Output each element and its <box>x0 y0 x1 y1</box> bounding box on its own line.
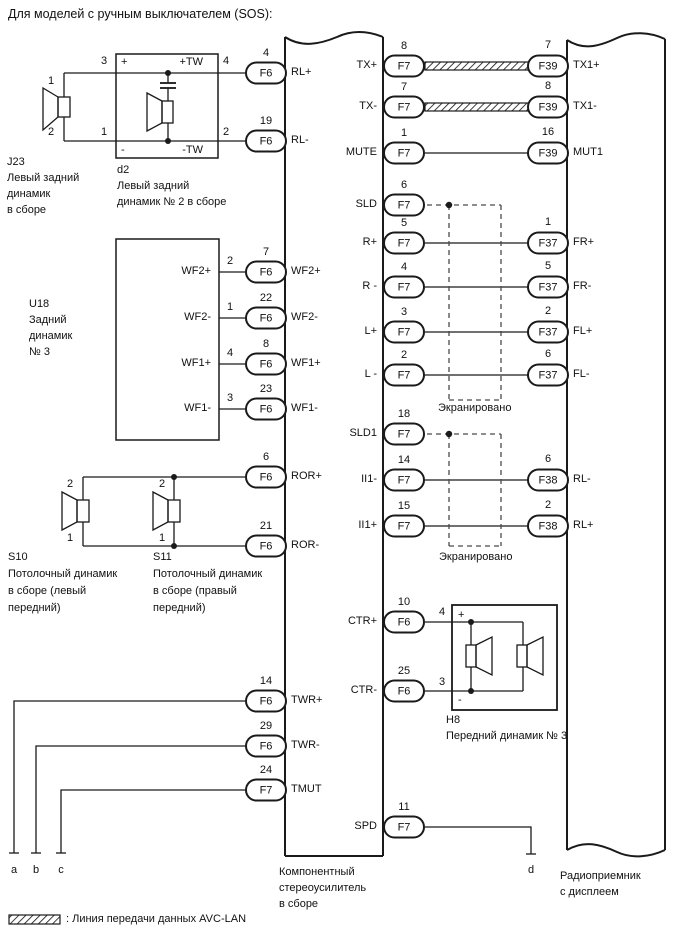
avc-lan-legend-swatch <box>9 915 60 924</box>
pin-number: 8 <box>400 40 408 52</box>
component-label: динамик <box>7 188 51 200</box>
component-label: в сборе (левый <box>8 585 87 597</box>
pin-number: 1 <box>400 127 408 139</box>
connector-oval: F7 <box>383 142 425 165</box>
connector-oval: F37 <box>527 364 569 387</box>
connector-oval: F6 <box>383 680 425 703</box>
amplifier-name: Компонентный <box>279 866 355 878</box>
pin-number: 6 <box>544 453 552 465</box>
signal-label: ROR+ <box>291 470 322 482</box>
pin-number: 5 <box>400 217 408 229</box>
ground-ref: c <box>58 864 64 876</box>
amplifier-name: стереоусилитель <box>279 882 367 894</box>
pin-number: 24 <box>259 764 273 776</box>
shield-note: Экранировано <box>438 402 512 414</box>
pin-number: 4 <box>222 55 230 67</box>
pin-number: 1 <box>544 216 552 228</box>
connector-oval: F6 <box>245 735 287 758</box>
connector-oval: F6 <box>245 690 287 713</box>
signal-label: MUTE <box>345 146 377 158</box>
connector-oval: F7 <box>383 515 425 538</box>
ground-ref: a <box>10 864 18 876</box>
port-label: WF2+ <box>181 265 211 277</box>
pin-number: 2 <box>226 255 234 267</box>
connector-oval: F6 <box>245 62 287 85</box>
pin-number: 25 <box>397 665 411 677</box>
pin-number: 15 <box>397 500 411 512</box>
connector-oval: F7 <box>383 232 425 255</box>
signal-label: MUT1 <box>573 146 603 158</box>
j23-speaker <box>43 73 245 141</box>
s10-s11-speakers <box>62 474 245 549</box>
pin-number: 2 <box>400 349 408 361</box>
pin-number: 22 <box>259 292 273 304</box>
pin-number: 4 <box>400 261 408 273</box>
connector-oval: F7 <box>383 55 425 78</box>
signal-label: WF1- <box>291 402 318 414</box>
signal-label: SLD1 <box>349 427 377 439</box>
amplifier-name: в сборе <box>279 898 319 910</box>
pin-number: 2 <box>544 305 552 317</box>
signal-label: ROR- <box>291 539 320 551</box>
component-label: передний) <box>8 602 61 614</box>
connector-oval: F6 <box>245 261 287 284</box>
connector-oval: F7 <box>383 423 425 446</box>
connector-oval: F7 <box>383 469 425 492</box>
polarity-label: + <box>458 609 465 621</box>
connector-oval: F39 <box>527 96 569 119</box>
pin-number: 2 <box>47 126 55 138</box>
signal-label: CTR- <box>350 684 377 696</box>
signal-label: TWR- <box>291 739 320 751</box>
pin-number: 1 <box>47 75 55 87</box>
pin-number: 16 <box>541 126 555 138</box>
component-label: в сборе (правый <box>153 585 237 597</box>
signal-label: RL- <box>291 134 309 146</box>
signal-label: II1- <box>361 473 377 485</box>
connector-oval: F7 <box>383 194 425 217</box>
legend-label: : Линия передачи данных AVC-LAN <box>66 913 247 925</box>
pin-number: 3 <box>438 676 446 688</box>
connector-oval: F7 <box>245 779 287 802</box>
signal-label: R+ <box>362 236 377 248</box>
connector-oval: F37 <box>527 321 569 344</box>
amp-radio-wires <box>425 153 529 526</box>
component-label: Передний динамик № 3 <box>446 730 568 742</box>
pin-number: 10 <box>397 596 411 608</box>
connector-oval: F7 <box>383 364 425 387</box>
pin-number: 5 <box>544 260 552 272</box>
pin-number: 3 <box>400 306 408 318</box>
connector-oval: F6 <box>383 611 425 634</box>
pin-number: 7 <box>544 39 552 51</box>
pin-number: 6 <box>544 348 552 360</box>
signal-label: TWR+ <box>291 694 323 706</box>
pin-number: 4 <box>226 347 234 359</box>
radio-name: Радиоприемник <box>560 870 641 882</box>
signal-label: R - <box>362 280 377 292</box>
signal-label: SPD <box>354 820 377 832</box>
component-id: S10 <box>8 551 28 563</box>
pin-number: 29 <box>259 720 273 732</box>
signal-label: FL+ <box>573 325 593 337</box>
connector-oval: F39 <box>527 55 569 78</box>
signal-label: TX1+ <box>573 59 600 71</box>
signal-label: RL+ <box>573 519 594 531</box>
component-label: динамик № 2 в сборе <box>117 196 227 208</box>
pin-number: 19 <box>259 115 273 127</box>
signal-label: SLD <box>355 198 377 210</box>
signal-label: WF1+ <box>291 357 321 369</box>
signal-label: RL- <box>573 473 591 485</box>
port-label: WF2- <box>184 311 211 323</box>
component-id: H8 <box>446 714 461 726</box>
port-label: WF1+ <box>181 357 211 369</box>
ground-ref: d <box>527 864 535 876</box>
connector-oval: F37 <box>527 232 569 255</box>
connector-oval: F6 <box>245 466 287 489</box>
component-label: Левый задний <box>117 180 190 192</box>
signal-label: II1+ <box>358 519 377 531</box>
pin-number: 4 <box>262 47 270 59</box>
pin-number: 11 <box>398 801 410 813</box>
pin-number: 1 <box>100 126 108 138</box>
shield-note: Экранировано <box>439 551 513 563</box>
component-label: Левый задний <box>7 172 80 184</box>
polarity-label: -TW <box>182 144 203 156</box>
component-id: U18 <box>29 298 50 310</box>
connector-oval: F6 <box>245 398 287 421</box>
connector-oval: F6 <box>245 307 287 330</box>
pin-number: 2 <box>66 478 74 490</box>
port-label: WF1- <box>184 402 211 414</box>
connector-oval: F7 <box>383 276 425 299</box>
pin-number: 1 <box>158 532 166 544</box>
component-label: Задний <box>29 314 67 326</box>
pin-number: 7 <box>262 246 270 258</box>
pin-number: 1 <box>226 301 234 313</box>
component-label: динамик <box>29 330 73 342</box>
signal-label: TX1- <box>573 100 597 112</box>
component-label: в сборе <box>7 204 47 216</box>
ground-ref: b <box>32 864 40 876</box>
pin-number: 4 <box>438 606 446 618</box>
avc-lan-lines <box>425 62 529 111</box>
signal-label: L+ <box>364 325 377 337</box>
component-label: передний) <box>153 602 206 614</box>
signal-label: TMUT <box>291 783 322 795</box>
component-label: № 3 <box>29 346 50 358</box>
diagram-title: Для моделей с ручным выключателем (SOS): <box>8 7 273 21</box>
component-label: Потолочный динамик <box>153 568 263 580</box>
polarity-label: - <box>121 144 125 156</box>
shield-dashed-box-2 <box>427 431 501 546</box>
ground-lead-d <box>425 827 536 854</box>
signal-label: FR- <box>573 280 592 292</box>
connector-oval: F38 <box>527 515 569 538</box>
signal-label: WF2- <box>291 311 318 323</box>
radio-name: с дисплеем <box>560 886 619 898</box>
polarity-label: - <box>458 694 462 706</box>
pin-number: 7 <box>400 81 408 93</box>
ground-leads-abc <box>9 701 245 853</box>
component-id: J23 <box>7 156 25 168</box>
connector-oval: F7 <box>383 96 425 119</box>
component-label: Потолочный динамик <box>8 568 118 580</box>
connector-oval: F7 <box>383 321 425 344</box>
signal-label: WF2+ <box>291 265 321 277</box>
signal-label: CTR+ <box>347 615 377 627</box>
signal-label: RL+ <box>291 66 312 78</box>
pin-number: 23 <box>259 383 273 395</box>
component-id: d2 <box>117 164 130 176</box>
polarity-label: + <box>121 56 128 68</box>
pin-number: 2 <box>544 499 552 511</box>
pin-number: 21 <box>259 520 273 532</box>
pin-number: 2 <box>222 126 230 138</box>
signal-label: FL- <box>573 368 590 380</box>
shield-dashed-box-1 <box>427 202 501 400</box>
pin-number: 6 <box>262 451 270 463</box>
pin-number: 18 <box>397 408 411 420</box>
signal-label: TX- <box>359 100 377 112</box>
pin-number: 14 <box>259 675 273 687</box>
pin-number: 2 <box>158 478 166 490</box>
connector-oval: F39 <box>527 142 569 165</box>
pin-number: 8 <box>544 80 552 92</box>
d2-speaker-box <box>116 54 218 158</box>
pin-number: 6 <box>400 179 408 191</box>
connector-oval: F6 <box>245 130 287 153</box>
connector-oval: F6 <box>245 353 287 376</box>
pin-number: 3 <box>226 392 234 404</box>
pin-number: 3 <box>100 55 108 67</box>
h8-speaker-box <box>425 605 557 710</box>
signal-label: FR+ <box>573 236 595 248</box>
connector-oval: F6 <box>245 535 287 558</box>
polarity-label: +TW <box>179 56 203 68</box>
signal-label: TX+ <box>356 59 377 71</box>
pin-number: 1 <box>66 532 74 544</box>
pin-number: 14 <box>397 454 411 466</box>
connector-oval: F37 <box>527 276 569 299</box>
signal-label: L - <box>364 368 377 380</box>
component-id: S11 <box>153 551 172 563</box>
connector-oval: F38 <box>527 469 569 492</box>
pin-number: 8 <box>262 338 270 350</box>
connector-oval: F7 <box>383 816 425 839</box>
